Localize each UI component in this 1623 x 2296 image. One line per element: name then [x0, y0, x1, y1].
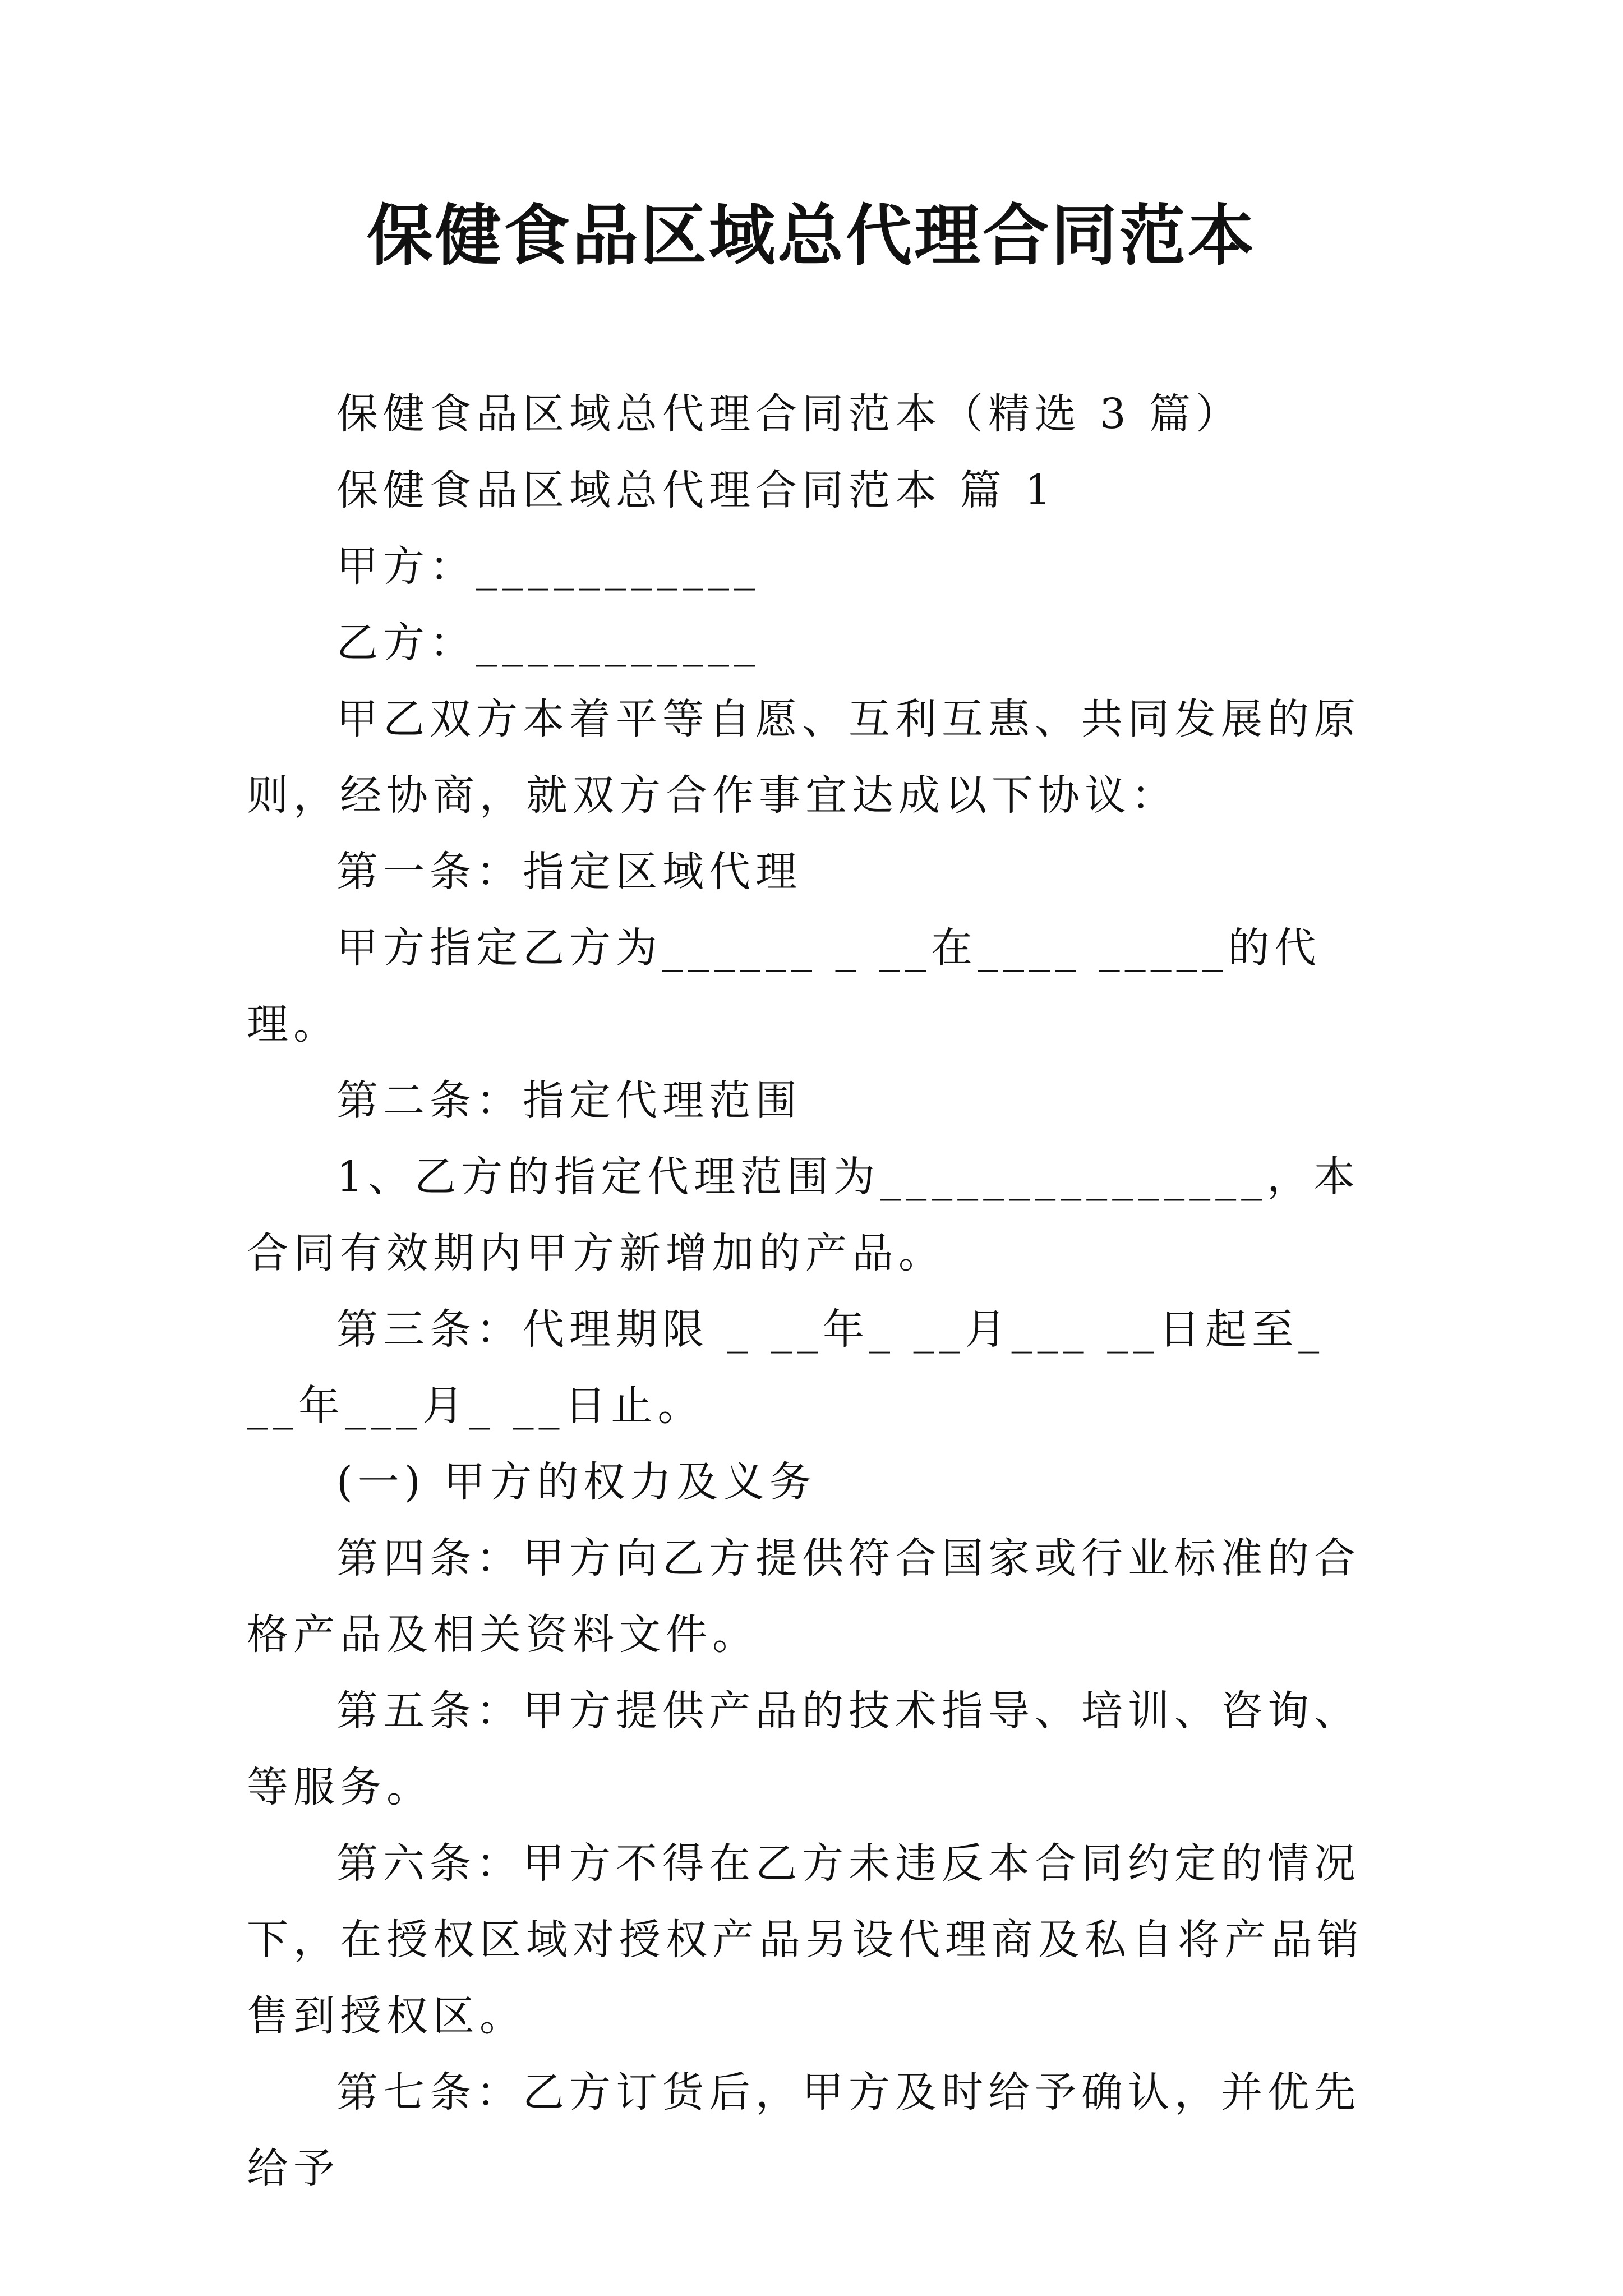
paragraph-party-a: 甲方：___________: [336, 542, 760, 591]
paragraph-article-2-text: 1、乙方的指定代理范围为_______________，本合同有效期内甲方新增加的产品。: [247, 1153, 1361, 1277]
paragraph-article-5: 第五条：甲方提供产品的技术指导、培训、咨询、等服务。: [247, 1687, 1361, 1811]
document-body: [247, 376, 1385, 2207]
paragraph-party-b: 乙方：___________: [336, 619, 760, 667]
paragraph-subtitle: 保健食品区域总代理合同范本（精选 3 篇）: [336, 390, 1243, 438]
paragraph-preamble: 甲乙双方本着平等自愿、互利互惠、共同发展的原则，经协商，就双方合作事宜达成以下协议：: [247, 695, 1361, 820]
paragraph-article-3: 第三条：代理期限 _ __年_ __月___ __日起至_ __年___月_ __日止。: [247, 1305, 1325, 1430]
paragraph-article-7: 第七条：乙方订货后，甲方及时给予确认，并优先给予: [247, 2068, 1361, 2193]
paragraph-article-1-text: 甲方指定乙方为______ _ __在____ _____的代理。: [247, 924, 1321, 1048]
document-title: 保健食品区域总代理合同范本: [366, 196, 1256, 274]
paragraph-section-heading: 保健食品区域总代理合同范本 篇 1: [336, 466, 1057, 514]
paragraph-party-a-rights-heading: (一) 甲方的权力及义务: [336, 1458, 817, 1506]
paragraph-article-6: 第六条：甲方不得在乙方未违反本合同约定的情况下，在授权区域对授权产品另设代理商及私自将产品销售到授权区。: [247, 1839, 1364, 2040]
paragraph-article-1-heading: 第一条：指定区域代理: [336, 848, 802, 896]
paragraph-article-2-heading: 第二条：指定代理范围: [336, 1076, 802, 1125]
paragraph-article-4: 第四条：甲方向乙方提供符合国家或行业标准的合格产品及相关资料文件。: [247, 1534, 1361, 1659]
